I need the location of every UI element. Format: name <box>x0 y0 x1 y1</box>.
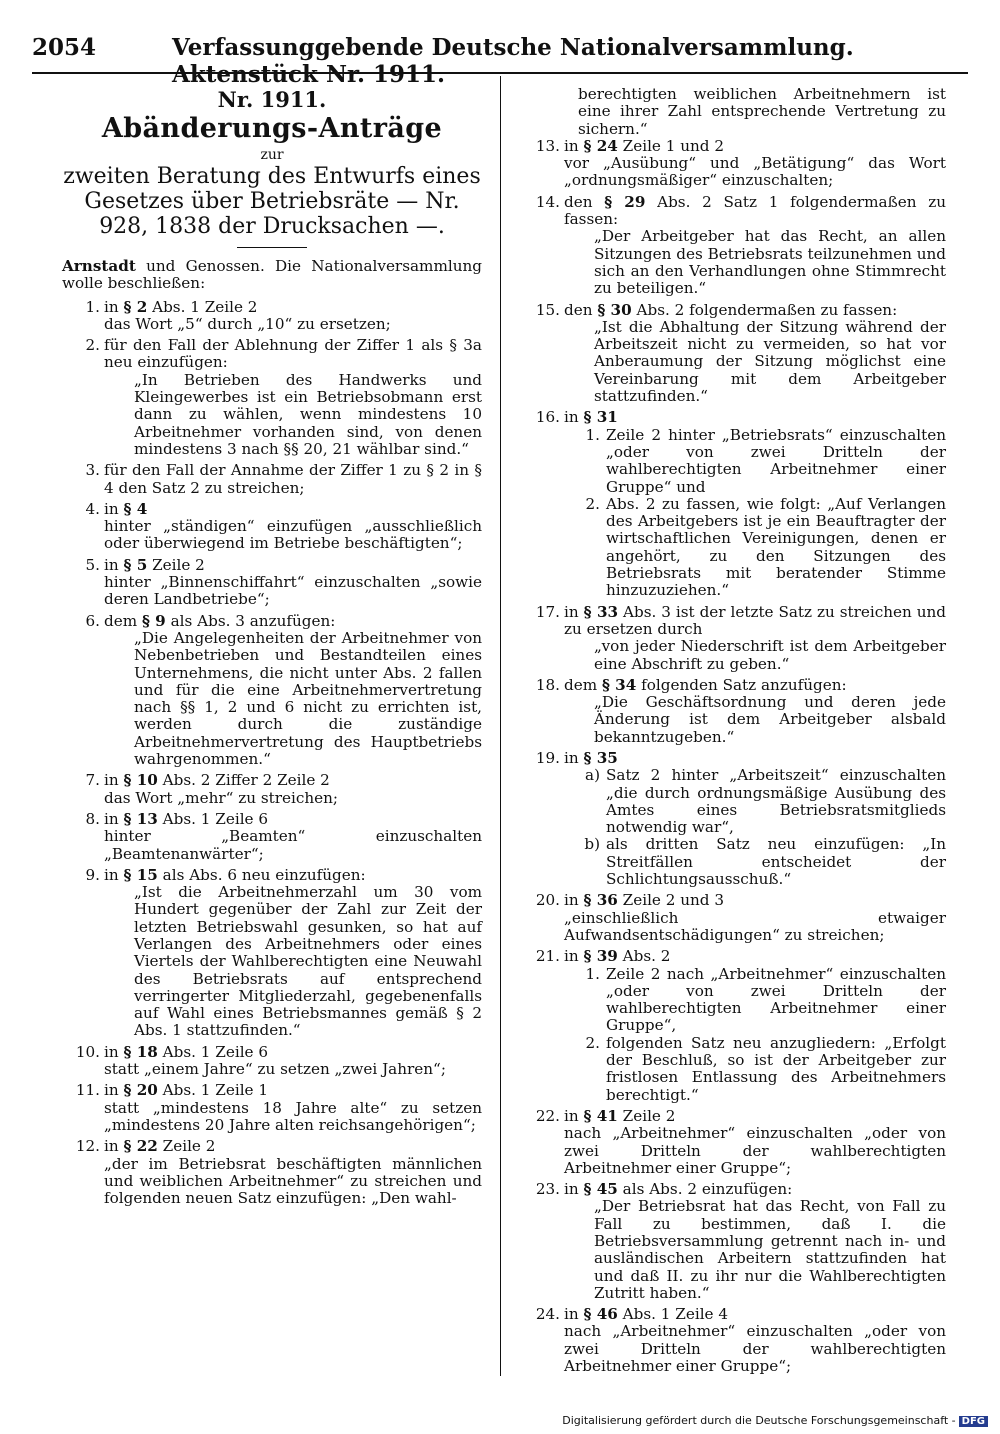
paragraph-ref: § 9 <box>141 611 166 630</box>
item-number: 19. <box>535 748 560 767</box>
item-prefix: dem <box>104 611 142 630</box>
paragraph-ref: § 41 <box>583 1106 618 1125</box>
item-heading <box>104 557 482 574</box>
item-prefix: in <box>104 297 124 316</box>
paragraph-ref: § 4 <box>123 499 148 518</box>
item-prefix: in <box>564 1180 584 1199</box>
item-number: 21. <box>535 947 560 966</box>
item-location: Zeile 2 <box>147 555 205 574</box>
item-quote: „Ist die Arbeitnehmerzahl um 30 vom Hundert gegenüber der Zahl zur Zeit der letzten Betriebswahl gesunken, so hat auf Verlangen des Arbeitnehmers oder eines Viertels der Wahlberechtigten eine Neuwahl des Betriebsrats auf entsprechend verringerter Mitgliederzahl, gegebenenfalls auf Wahl eines Betriebsmannes gemäß § 2 Abs. 1 stattzufinden.“ <box>134 883 482 1040</box>
item-location: Abs. 1 Zeile 1 <box>157 1081 269 1100</box>
amendment-item <box>62 557 482 609</box>
item-quote: „In Betrieben des Handwerks und Kleingewerbes ist ein Betriebsobmann erst dann zu wählen, wenn mindestens 10 Arbeitnehmer vorhanden sind, von denen mindestens 3 nach §§ 20, 21 wählbar sind.“ <box>134 370 482 458</box>
paragraph-ref: § 10 <box>123 771 158 790</box>
sub-item-number: 1. <box>585 425 600 444</box>
amendment-item <box>522 677 946 746</box>
item-body: nach „Arbeitnehmer“ einzuschalten „oder von zwei Dritteln der wahlberechtigten Arbeitnehmer einer Gruppe“; <box>564 1322 946 1376</box>
document-number: Nr. 1911. <box>217 87 327 112</box>
paragraph-ref: § 34 <box>601 675 637 694</box>
item-number: 4. <box>85 499 100 518</box>
item-heading <box>564 302 946 319</box>
item-location: Abs. 3 ist der letzte Satz zu streichen und zu ersetzen durch <box>564 602 946 638</box>
continued-text: berechtigten weiblichen Arbeitnehmern ist eine ihrer Zahl entsprechende Vertretung zu sichern.“ <box>578 85 946 138</box>
amendment-item <box>522 948 946 1104</box>
item-location: für den Fall der Ablehnung der Ziffer 1 als § 3a neu einzufügen: <box>104 336 482 372</box>
paragraph-ref: § 30 <box>597 300 632 319</box>
amendment-item <box>522 194 946 298</box>
paragraph-ref: § 31 <box>583 408 618 427</box>
item-number: 11. <box>75 1081 100 1100</box>
item-prefix: in <box>104 809 124 828</box>
item-heading <box>104 1082 482 1099</box>
amendment-item <box>62 501 482 553</box>
item-heading <box>564 1181 946 1198</box>
item-location: Zeile 2 und 3 <box>617 891 725 910</box>
paragraph-ref: § 18 <box>123 1042 158 1061</box>
sub-item <box>564 836 946 888</box>
item-prefix: in <box>104 499 124 518</box>
item-body: hinter „ständigen“ einzufügen „ausschließlich oder überwiegend im Betriebe beschäftigten“; <box>104 517 482 553</box>
item-location: Abs. 2 Ziffer 2 Zeile 2 <box>157 771 330 790</box>
motion-author: Arnstadt <box>62 257 136 275</box>
dfg-logo: DFG <box>959 1416 988 1427</box>
item-number: 17. <box>535 602 560 621</box>
item-location: Abs. 1 Zeile 4 <box>617 1305 729 1324</box>
amendment-item <box>522 138 946 190</box>
item-heading <box>104 811 482 828</box>
item-prefix: in <box>564 748 584 767</box>
sub-item <box>564 496 946 600</box>
sub-item-text: als dritten Satz neu einzufügen: „In Streitfällen entscheidet der Schlichtungsausschuß.“ <box>606 835 946 889</box>
amendment-item <box>522 892 946 944</box>
item-heading <box>104 1138 482 1155</box>
item-heading <box>564 138 946 155</box>
right-item-list <box>522 138 946 1375</box>
document-title: Abänderungs-Anträge <box>101 113 443 144</box>
item-number: 5. <box>85 555 100 574</box>
item-location: Zeile 2 <box>157 1137 216 1156</box>
item-prefix: in <box>564 947 584 966</box>
amendment-item <box>62 1138 482 1207</box>
paragraph-ref: § 46 <box>583 1305 618 1324</box>
amendment-item <box>62 772 482 807</box>
item-prefix: in <box>104 865 124 884</box>
paragraph-ref: § 45 <box>583 1180 618 1199</box>
paragraph-ref: § 39 <box>583 947 618 966</box>
item-heading <box>564 1108 946 1125</box>
item-prefix: in <box>104 1042 124 1061</box>
item-number: 15. <box>535 300 560 319</box>
item-body: „einschließlich etwaiger Aufwandsentschädigungen“ zu streichen; <box>564 908 946 944</box>
sub-item-text: Abs. 2 zu fassen, wie folgt: „Auf Verlangen des Arbeitgebers ist je ein Beauftragter der wirtschaftlichen Vereinigungen, denen er angehört, zu den Sitzungen des Betriebsrats mit beratender Stimme hinzuzuziehen.“ <box>606 494 946 600</box>
amendment-item <box>522 1108 946 1177</box>
item-prefix: in <box>564 1106 584 1125</box>
sub-item <box>564 427 946 496</box>
item-location: folgenden Satz anzufügen: <box>636 675 847 694</box>
heading-zur: zur <box>260 147 284 163</box>
item-heading <box>104 462 482 497</box>
motion-intro-text: und Genossen. Die Nationalversammlung wolle beschließen: <box>62 257 482 293</box>
amendment-item <box>62 462 482 497</box>
paragraph-ref: § 33 <box>583 602 619 621</box>
page-header <box>32 34 968 88</box>
sub-item-number: 1. <box>585 964 600 983</box>
item-body: nach „Arbeitnehmer“ einzuschalten „oder von zwei Dritteln der wahlberechtigten Arbeitnehmer einer Gruppe“; <box>564 1124 946 1177</box>
sub-item-number: 2. <box>585 494 600 513</box>
paragraph-ref: § 24 <box>583 136 618 155</box>
item-prefix: in <box>564 602 584 621</box>
item-location: Abs. 2 folgendermaßen zu fassen: <box>631 300 898 319</box>
item-number: 23. <box>535 1180 560 1199</box>
item-heading <box>564 892 946 909</box>
item-location: Zeile 1 und 2 <box>617 136 725 155</box>
item-number: 12. <box>75 1137 100 1156</box>
item-body: hinter „Beamten“ einzuschalten „Beamtenanwärter“; <box>104 827 482 863</box>
item-prefix: den <box>564 300 598 319</box>
amendment-item <box>522 750 946 888</box>
digitization-footer <box>562 1414 988 1427</box>
item-heading <box>564 409 946 426</box>
item-location: Abs. 2 Satz 1 folgendermaßen zu fassen: <box>564 192 946 229</box>
item-body: vor „Ausübung“ und „Betätigung“ das Wort „ordnungsmäßiger“ einzuschalten; <box>564 154 946 190</box>
column-divider <box>500 76 501 1376</box>
item-body: das Wort „5“ durch „10“ zu ersetzen; <box>104 314 391 333</box>
paragraph-ref: § 5 <box>123 555 148 574</box>
item-heading <box>564 750 946 767</box>
motion-intro <box>62 258 482 293</box>
page-number: 2054 <box>32 34 97 61</box>
item-body: statt „mindestens 18 Jahre alte“ zu setzen „mindestens 20 Jahre alten reichsangehörigen“; <box>104 1098 482 1134</box>
item-number: 8. <box>85 809 100 828</box>
item-number: 14. <box>535 192 560 211</box>
paragraph-ref: § 22 <box>123 1137 158 1156</box>
item-number: 3. <box>85 461 100 480</box>
header-rule <box>32 72 968 74</box>
item-prefix: dem <box>564 675 602 694</box>
item-quote: „Die Angelegenheiten der Arbeitnehmer von Nebenbetrieben und Bestandteilen eines Unternehmens, die nicht unter Abs. 2 fallen und für die eine Arbeitnehmervertretung nach §§ 1, 2 und 6 nicht zu errichten ist, werden durch die zuständige Arbeitnehmervertretung des Hauptbetriebs wahrgenommen.“ <box>134 628 482 769</box>
item-body: „der im Betriebsrat beschäftigten männlichen und weiblichen Arbeitnehmer“ zu streichen und folgenden neuen Satz einzufügen: „Den wahl- <box>104 1154 482 1208</box>
sub-item <box>564 1035 946 1104</box>
amendment-item <box>62 1044 482 1079</box>
paragraph-ref: § 29 <box>604 192 646 211</box>
amendment-item <box>62 299 482 334</box>
item-location: als Abs. 6 neu einzufügen: <box>157 865 366 884</box>
item-number: 9. <box>85 865 100 884</box>
sub-item-number: b) <box>584 835 600 854</box>
item-location: als Abs. 3 anzufügen: <box>165 611 336 630</box>
item-heading <box>564 677 946 694</box>
item-quote: „Die Geschäftsordnung und deren jede Änderung ist dem Arbeitgeber alsbald bekanntzugeben.“ <box>594 693 946 746</box>
item-location: für den Fall der Annahme der Ziffer 1 zu § 2 in § 4 den Satz 2 zu streichen; <box>104 461 482 497</box>
left-column <box>62 86 482 1211</box>
sub-item <box>564 966 946 1035</box>
item-number: 22. <box>535 1106 560 1125</box>
item-location: Abs. 1 Zeile 2 <box>147 297 258 316</box>
item-number: 10. <box>75 1042 100 1061</box>
sub-item-number: a) <box>585 766 600 785</box>
item-prefix: in <box>564 408 584 427</box>
item-quote: „Ist die Abhaltung der Sitzung während der Arbeitszeit nicht zu vermeiden, so hat vor Anberaumung der Sitzung möglichst eine Vereinbarung mit dem Arbeitgeber stattzufinden.“ <box>594 317 946 406</box>
amendment-item <box>62 811 482 863</box>
item-heading <box>104 1044 482 1061</box>
item-heading <box>104 613 482 630</box>
document-subtitle: zweiten Beratung des Entwurfs eines Gesetzes über Betriebsräte — Nr. 928, 1838 der Drucksachen —. <box>63 164 481 239</box>
item-number: 16. <box>535 408 560 427</box>
item-heading <box>564 1306 946 1323</box>
item-prefix: den <box>564 192 605 211</box>
item-number: 24. <box>535 1305 560 1324</box>
item-number: 2. <box>85 336 100 355</box>
item-body: statt „einem Jahre“ zu setzen „zwei Jahren“; <box>104 1060 446 1079</box>
item-heading <box>104 501 482 518</box>
item-heading <box>104 337 482 372</box>
footer-text: Digitalisierung gefördert durch die Deutsche Forschungsgemeinschaft - <box>562 1414 956 1427</box>
amendment-item <box>522 302 946 406</box>
item-prefix: in <box>104 771 124 790</box>
amendment-item <box>522 1306 946 1375</box>
item-quote: „Der Arbeitgeber hat das Recht, an allen Sitzungen des Betriebsrats teilzunehmen und sich an den Verhandlungen ohne Stimmrecht zu beteiligen.“ <box>594 227 946 298</box>
amendment-item <box>62 337 482 458</box>
item-location: als Abs. 2 einzufügen: <box>617 1180 793 1199</box>
item-prefix: in <box>104 1137 124 1156</box>
sub-item-text: Zeile 2 hinter „Betriebsrats“ einzuschalten „oder von zwei Dritteln der wahlberechtigten Arbeitnehmer einer Gruppe“ und <box>606 425 946 496</box>
sub-item-text: Satz 2 hinter „Arbeitszeit“ einzuschalten „die durch ordnungsmäßige Ausübung des Amtes eines Betriebsratsmitglieds notwendig war“, <box>606 766 946 837</box>
item-prefix: in <box>564 136 584 155</box>
amendment-item <box>522 409 946 599</box>
item-quote: „von jeder Niederschrift ist dem Arbeitgeber eine Abschrift zu geben.“ <box>594 637 946 673</box>
item-number: 7. <box>85 771 100 790</box>
item-location: Zeile 2 <box>617 1106 676 1125</box>
paragraph-ref: § 20 <box>123 1081 158 1100</box>
item-prefix: in <box>564 1305 584 1324</box>
item-number: 18. <box>535 675 560 694</box>
item-heading <box>564 948 946 965</box>
item-number: 6. <box>85 611 100 630</box>
item-heading <box>564 194 946 229</box>
sub-item <box>564 767 946 836</box>
sub-item-text: Zeile 2 nach „Arbeitnehmer“ einzuschalten „oder von zwei Dritteln der wahlberechtigten Arbeitnehmer einer Gruppe“, <box>606 964 946 1035</box>
item-number: 1. <box>85 297 100 316</box>
right-column <box>522 86 946 1379</box>
item-heading <box>564 604 946 639</box>
title-rule <box>237 247 307 248</box>
item-prefix: in <box>564 891 584 910</box>
item-prefix: in <box>104 1081 124 1100</box>
amendment-item <box>522 1181 946 1302</box>
item-body: hinter „Binnenschiffahrt“ einzuschalten „sowie deren Landbetriebe“; <box>104 573 482 609</box>
amendment-item <box>522 604 946 673</box>
item-location: Abs. 1 Zeile 6 <box>157 1042 269 1061</box>
item-heading <box>104 299 482 316</box>
paragraph-ref: § 2 <box>123 297 148 316</box>
item-location: Abs. 2 <box>617 947 671 966</box>
item-quote: „Der Betriebsrat hat das Recht, von Fall zu Fall zu bestimmen, daß I. die Betriebsversammlung getrennt nach in- und ausländischen Arbeitern stattzufinden hat und daß II. zu ihr nur die Wahlberechtigten Zutritt haben.“ <box>594 1197 946 1302</box>
amendment-item <box>62 867 482 1040</box>
running-title: Verfassunggebende Deutsche Nationalversammlung. Aktenstück Nr. 1911. <box>172 34 854 88</box>
item-number: 13. <box>535 136 560 155</box>
paragraph-ref: § 35 <box>583 748 618 767</box>
amendment-item <box>62 1082 482 1134</box>
item-location: Abs. 1 Zeile 6 <box>157 809 269 828</box>
sub-item-text: folgenden Satz neu anzugliedern: „Erfolgt der Beschluß, so ist der Arbeitgeber zur fristlosen Entlassung des Arbeitnehmers berechtigt.“ <box>606 1033 946 1104</box>
sub-item-number: 2. <box>585 1033 600 1052</box>
item-heading <box>104 772 482 789</box>
left-item-list <box>62 299 482 1208</box>
paragraph-ref: § 36 <box>583 891 618 910</box>
paragraph-ref: § 13 <box>123 809 158 828</box>
paragraph-ref: § 15 <box>123 865 158 884</box>
amendment-item <box>62 613 482 769</box>
item-body: das Wort „mehr“ zu streichen; <box>104 788 338 807</box>
item-heading <box>104 867 482 884</box>
item-prefix: in <box>104 555 124 574</box>
item-number: 20. <box>535 891 560 910</box>
